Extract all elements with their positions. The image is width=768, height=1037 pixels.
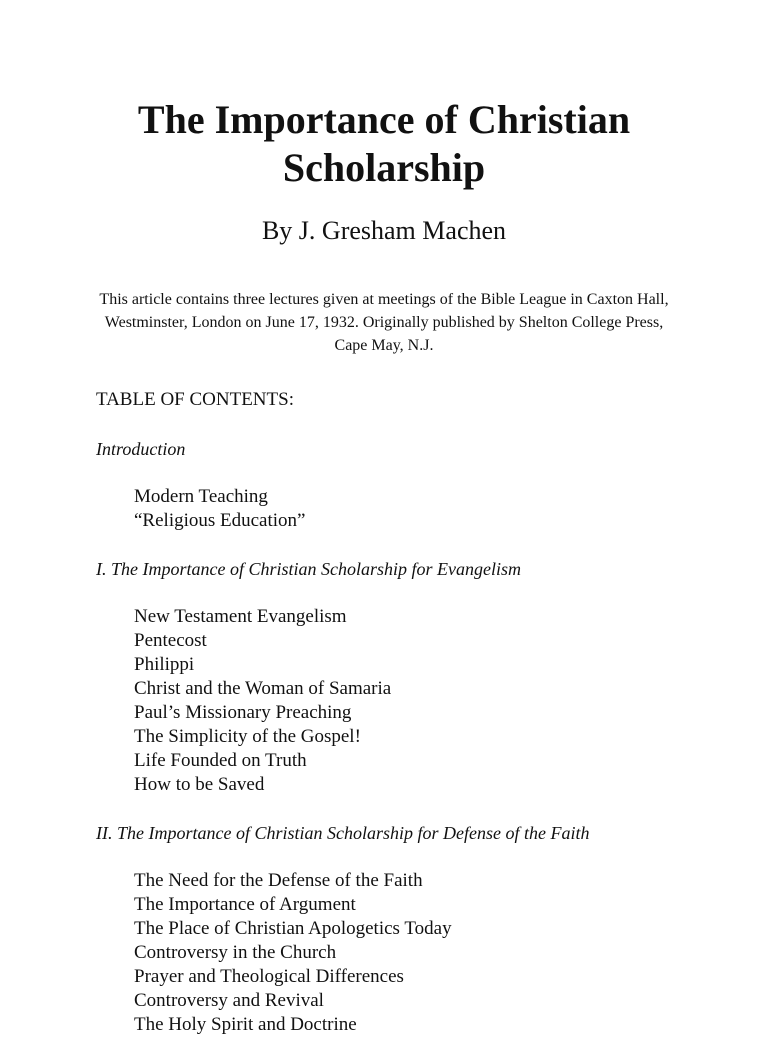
toc-section-heading: Introduction [96,439,186,459]
toc-entry: How to be Saved [134,774,265,795]
toc-entry: Controversy in the Church [134,942,337,963]
document-title: The Importance of Christian Scholarship [137,97,631,190]
publication-note: This article contains three lectures given at meetings of the Bible League in Caxton Hall, Westminster, London on June 17, 1932. Originally published by Shelton College Press, Cape May, N.J. [99,291,669,354]
toc-entry: Philippi [134,654,195,675]
toc-heading: TABLE OF CONTENTS: [96,389,294,410]
toc-entry: Paul’s Missionary Preaching [134,702,352,723]
toc-entry: Christ and the Woman of Samaria [134,678,392,699]
toc-entry: Controversy and Revival [134,990,324,1011]
toc-entry: The Need for the Defense of the Faith [134,870,423,891]
toc-entry: The Holy Spirit and Doctrine [134,1014,357,1035]
toc-entry: “Religious Education” [134,510,306,531]
toc-entry: Life Founded on Truth [134,750,307,771]
toc-entry: New Testament Evangelism [134,606,347,627]
toc-entry: Modern Teaching [134,486,268,507]
toc-entry: The Simplicity of the Gospel! [134,726,361,747]
author-byline: By J. Gresham Machen [261,216,507,245]
toc-entry: The Importance of Argument [134,894,356,915]
toc-entry: Prayer and Theological Differences [134,966,404,987]
toc-entry: The Place of Christian Apologetics Today [134,918,452,939]
toc-section-heading: II. The Importance of Christian Scholarship for Defense of the Faith [96,823,590,843]
toc-section-heading: I. The Importance of Christian Scholarship for Evangelism [96,559,521,579]
toc-entry: Pentecost [134,630,207,651]
